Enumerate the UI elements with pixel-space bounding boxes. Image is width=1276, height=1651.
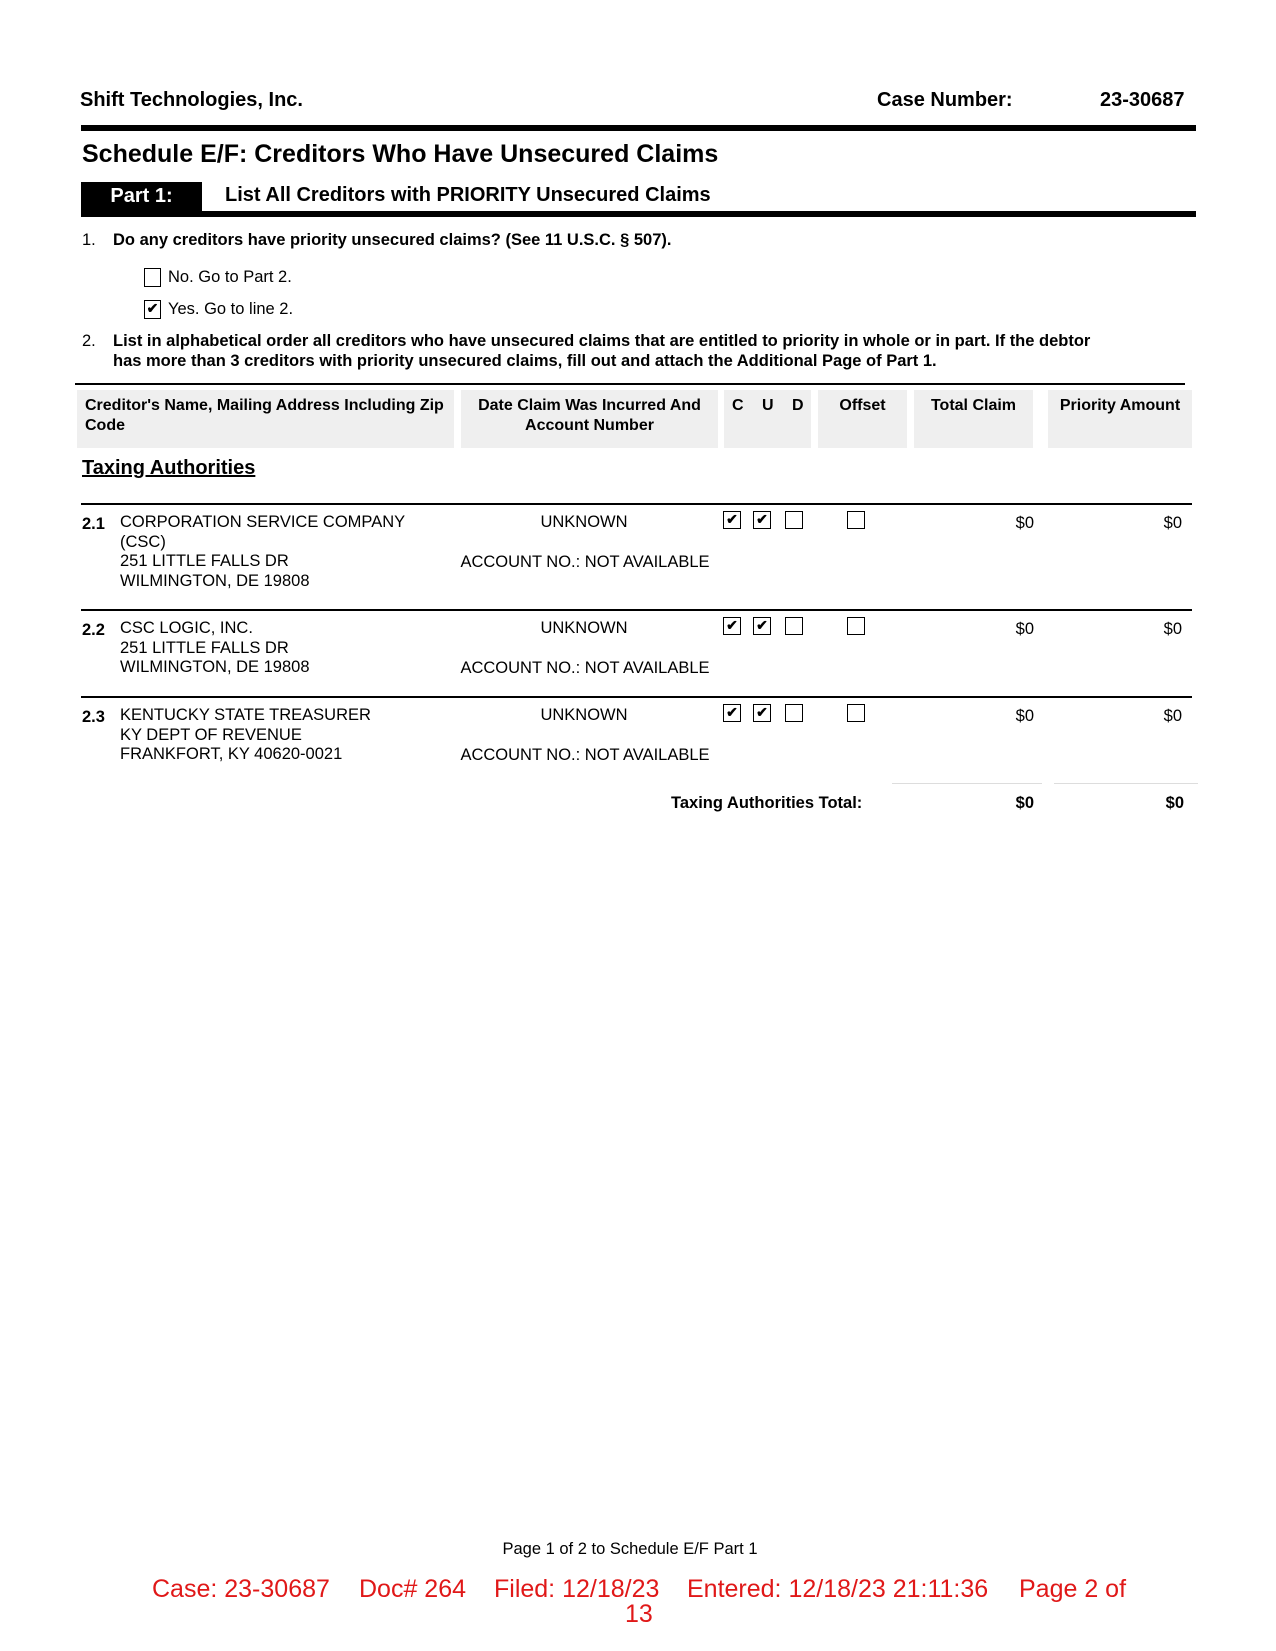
offset-checkbox[interactable]	[847, 511, 865, 529]
row-divider	[81, 503, 1192, 505]
creditor-address-line: WILMINGTON, DE 19808	[120, 571, 310, 590]
no-checkbox[interactable]	[144, 268, 161, 287]
divider	[81, 125, 1196, 131]
total-claim: $0	[1015, 620, 1034, 638]
u-checkbox[interactable]: ✔	[753, 617, 771, 635]
date-incurred: UNKNOWN	[540, 619, 628, 637]
creditor-address-line: KENTUCKY STATE TREASURER	[120, 706, 371, 724]
total-label: Taxing Authorities Total:	[671, 794, 863, 812]
total-claim-sum: $0	[1015, 794, 1034, 812]
row-number: 2.1	[82, 515, 105, 533]
stamp-case: Case: 23-30687	[152, 1575, 330, 1603]
account-number: ACCOUNT NO.: NOT AVAILABLE	[460, 746, 710, 764]
creditor-address-line: 251 LITTLE FALLS DR	[120, 552, 289, 570]
page-title: Schedule E/F: Creditors Who Have Unsecured Claims	[82, 140, 719, 168]
no-option-label: No. Go to Part 2.	[168, 268, 292, 286]
stamp-doc: Doc# 264	[359, 1575, 467, 1603]
c-checkbox[interactable]: ✔	[723, 704, 741, 722]
case-number: 23-30687	[1100, 89, 1185, 111]
yes-checkbox[interactable]: ✔	[144, 300, 161, 319]
d-checkbox[interactable]	[785, 704, 803, 722]
stamp-filed: Filed: 12/18/23	[494, 1575, 660, 1603]
header-cud	[724, 390, 811, 448]
row-divider	[81, 696, 1192, 698]
row-number: 2.3	[82, 708, 105, 726]
header-date: Date Claim Was Incurred And Account Number	[461, 390, 718, 448]
creditor-address-line: CSC LOGIC, INC.	[120, 619, 253, 637]
u-checkbox[interactable]: ✔	[753, 511, 771, 529]
stamp-entered: Entered: 12/18/23 21:11:36	[687, 1575, 989, 1603]
priority-amount: $0	[1163, 707, 1182, 725]
priority-amount: $0	[1163, 514, 1182, 532]
creditor-address-line: 251 LITTLE FALLS DR	[120, 638, 289, 657]
divider	[81, 211, 1196, 217]
stamp-page: Page 2 of	[1019, 1575, 1127, 1603]
offset-checkbox[interactable]	[847, 704, 865, 722]
divider	[1054, 783, 1198, 784]
creditor-address-line: (CSC)	[120, 532, 166, 551]
header-offset: Offset	[818, 390, 907, 448]
total-priority-sum: $0	[1165, 794, 1184, 812]
total-claim: $0	[1015, 707, 1034, 725]
yes-option-label: Yes. Go to line 2.	[168, 300, 294, 318]
header-c: C	[732, 397, 744, 414]
creditor-address-line: KY DEPT OF REVENUE	[120, 725, 302, 744]
c-checkbox[interactable]: ✔	[723, 511, 741, 529]
question-2-line-1: List in alphabetical order all creditors who have unsecured claims that are entitled to priority in whole or in part. If the debtor	[113, 332, 1091, 350]
section-title: Taxing Authorities	[82, 457, 256, 479]
part-title: List All Creditors with PRIORITY Unsecured Claims	[225, 184, 711, 206]
account-number: ACCOUNT NO.: NOT AVAILABLE	[460, 659, 710, 677]
c-checkbox[interactable]: ✔	[723, 617, 741, 635]
header-d: D	[792, 397, 804, 414]
u-checkbox[interactable]: ✔	[753, 704, 771, 722]
header-total: Total Claim	[914, 390, 1033, 448]
d-checkbox[interactable]	[785, 511, 803, 529]
case-number-label: Case Number:	[877, 89, 1013, 111]
header-creditor: Creditor's Name, Mailing Address Including Zip Code	[77, 390, 454, 448]
date-incurred: UNKNOWN	[540, 706, 628, 724]
question-number: 2.	[82, 332, 96, 350]
header-priority: Priority Amount	[1048, 390, 1192, 448]
divider	[892, 783, 1042, 784]
divider	[75, 383, 1185, 385]
question-number: 1.	[82, 231, 96, 249]
priority-amount: $0	[1163, 620, 1182, 638]
date-incurred: UNKNOWN	[540, 513, 628, 531]
total-claim: $0	[1015, 514, 1034, 532]
debtor-name: Shift Technologies, Inc.	[80, 89, 303, 111]
row-number: 2.2	[82, 621, 105, 639]
question-2-line-2: has more than 3 creditors with priority unsecured claims, fill out and attach the Additional Page of Part 1.	[113, 352, 937, 370]
question-1: Do any creditors have priority unsecured claims? (See 11 U.S.C. § 507).	[113, 231, 672, 249]
header-u: U	[762, 397, 774, 414]
stamp-page-total: 13	[625, 1600, 653, 1628]
d-checkbox[interactable]	[785, 617, 803, 635]
creditor-address-line: CORPORATION SERVICE COMPANY	[120, 513, 406, 531]
part-label: Part 1:	[81, 182, 202, 211]
row-divider	[81, 609, 1192, 611]
offset-checkbox[interactable]	[847, 617, 865, 635]
account-number: ACCOUNT NO.: NOT AVAILABLE	[460, 553, 710, 571]
creditor-address-line: FRANKFORT, KY 40620-0021	[120, 745, 343, 763]
page-footer: Page 1 of 2 to Schedule E/F Part 1	[502, 1540, 758, 1558]
creditor-address-line: WILMINGTON, DE 19808	[120, 658, 310, 676]
